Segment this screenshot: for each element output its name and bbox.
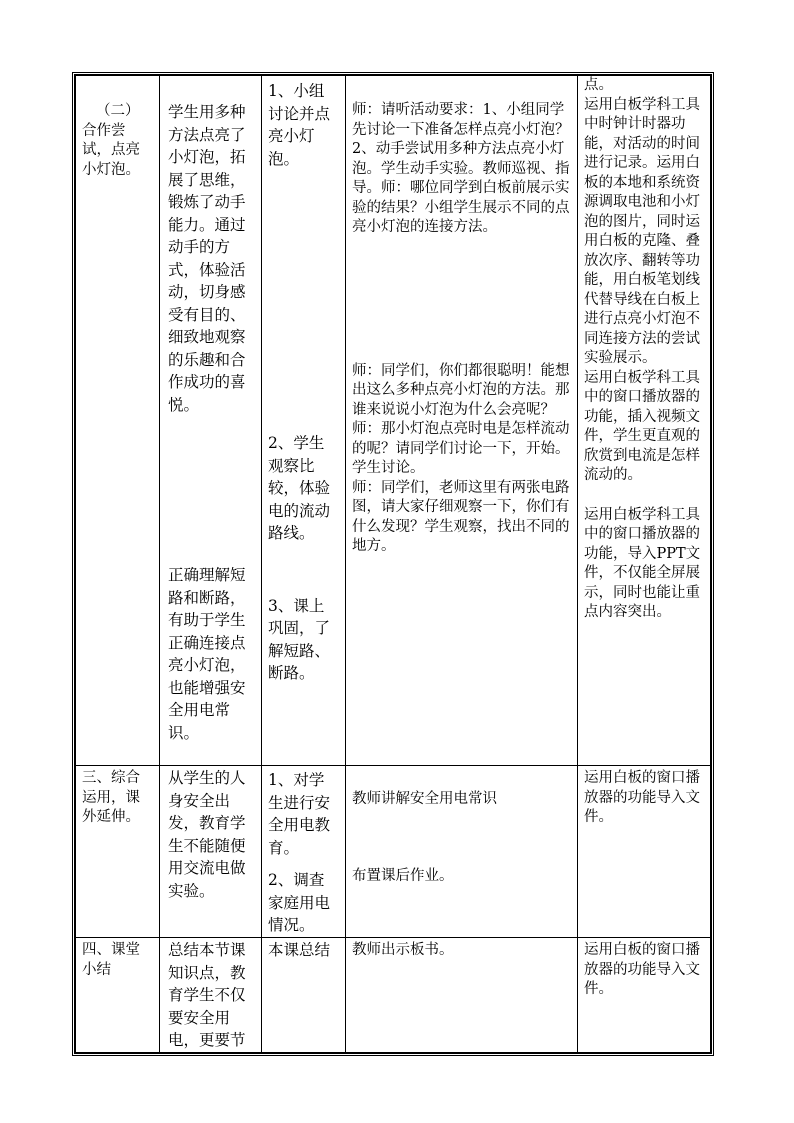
purpose-cell (160, 938, 262, 1052)
activity-cell (262, 766, 346, 938)
tech-cell (578, 76, 710, 766)
process-text: 教师讲解安全用电常识 (352, 791, 497, 807)
tech-text: 运用白板的窗口播放器的功能导入文件。 (584, 770, 700, 825)
purpose-cell (160, 76, 262, 766)
stage-text: 三、综合运用，课外延伸。 (82, 770, 140, 825)
tech-text: 运用白板学科工具中的窗口播放器的功能，导入PPT文件，不仅能全屏展示，同时也能让重点内容突出。 (584, 506, 701, 620)
table-row (76, 766, 710, 938)
activity-cell (262, 938, 346, 1052)
tech-cell (578, 938, 710, 1052)
stage-text: 四、课堂小结 (82, 942, 140, 978)
tech-cell (578, 766, 710, 938)
stage-cell (76, 76, 160, 766)
activity-text: 2、学生观察比较，体验电的流动路线。 (268, 434, 331, 542)
tech-text: 运用白板学科工具中的窗口播放器的功能，插入视频文件，学生更直观的欣赏到电流是怎样流动的。 (584, 369, 700, 483)
activity-text: 1、小组讨论并点亮小灯泡。 (268, 82, 331, 168)
activity-text: 3、课上巩固，了解短路、断路。 (268, 596, 331, 682)
purpose-cell (160, 766, 262, 938)
process-text: 教师出示板书。 (352, 942, 454, 958)
activity-text: 1、对学生进行安全用电教育。 (268, 771, 331, 857)
table-row (76, 76, 710, 766)
process-cell (346, 766, 578, 938)
stage-cell (76, 766, 160, 938)
stage-text: （二）合作尝试，点亮小灯泡。 (82, 103, 140, 178)
purpose-text: 正确理解短路和断路，有助于学生正确连接点亮小灯泡，也能增强安全用电常识。 (168, 566, 246, 742)
activity-text: 2、调查家庭用电情况。 (268, 871, 331, 934)
activity-cell (262, 76, 346, 766)
table-row (76, 938, 710, 1052)
process-text: 师：同学们，你们都很聪明！能想出这么多种点亮小灯泡的方法。那谁来说说小灯泡为什么会亮呢？师：那小灯泡点亮时电是怎样流动的呢？请同学们讨论一下，开始。学生讨论。 (352, 362, 570, 476)
process-text: 布置课后作业。 (352, 867, 454, 884)
purpose-text: 总结本节课知识点，教育学生不仅要安全用电，更要节 (168, 941, 246, 1049)
tech-text: 运用白板学科工具中时钟计时器功能，对活动的时间进行记录。运用白板的本地和系统资源调取电池和小灯泡的图片，同时运用白板的克隆、叠放次序、翻转等功能，用白板笔划线代替导线在白板上进行点亮小灯泡不同连接方法的尝试实验展示。 (584, 96, 700, 366)
lesson-plan-table (74, 74, 712, 1054)
purpose-text: 从学生的人身安全出发，教育学生不能随便用交流电做实验。 (168, 769, 246, 900)
stage-cell (76, 938, 160, 1052)
process-cell (346, 76, 578, 766)
tech-text: 点。 (584, 77, 613, 93)
process-cell (346, 938, 578, 1052)
process-text: 师：同学们，老师这里有两张电路图，请大家仔细观察一下，你们有什么发现？学生观察，找出不同的地方。 (352, 479, 570, 554)
activity-text: 本课总结 (268, 941, 331, 959)
purpose-text: 学生用多种方法点亮了小灯泡，拓展了思维，锻炼了动手能力。通过动手的方式，体验活动，切身感受有目的、细致地观察的乐趣和合作成功的喜悦。 (168, 103, 246, 414)
tech-text: 运用白板的窗口播放器的功能导入文件。 (584, 942, 700, 997)
process-text: 师：请听活动要求：1、小组同学先讨论一下准备怎样点亮小灯泡？2、动手尝试用多种方法点亮小灯泡。学生动手实验。教师巡视、指导。师：哪位同学到白板前展示实验的结果？小组学生展示不同的点亮小灯泡的连接方法。 (352, 102, 570, 235)
